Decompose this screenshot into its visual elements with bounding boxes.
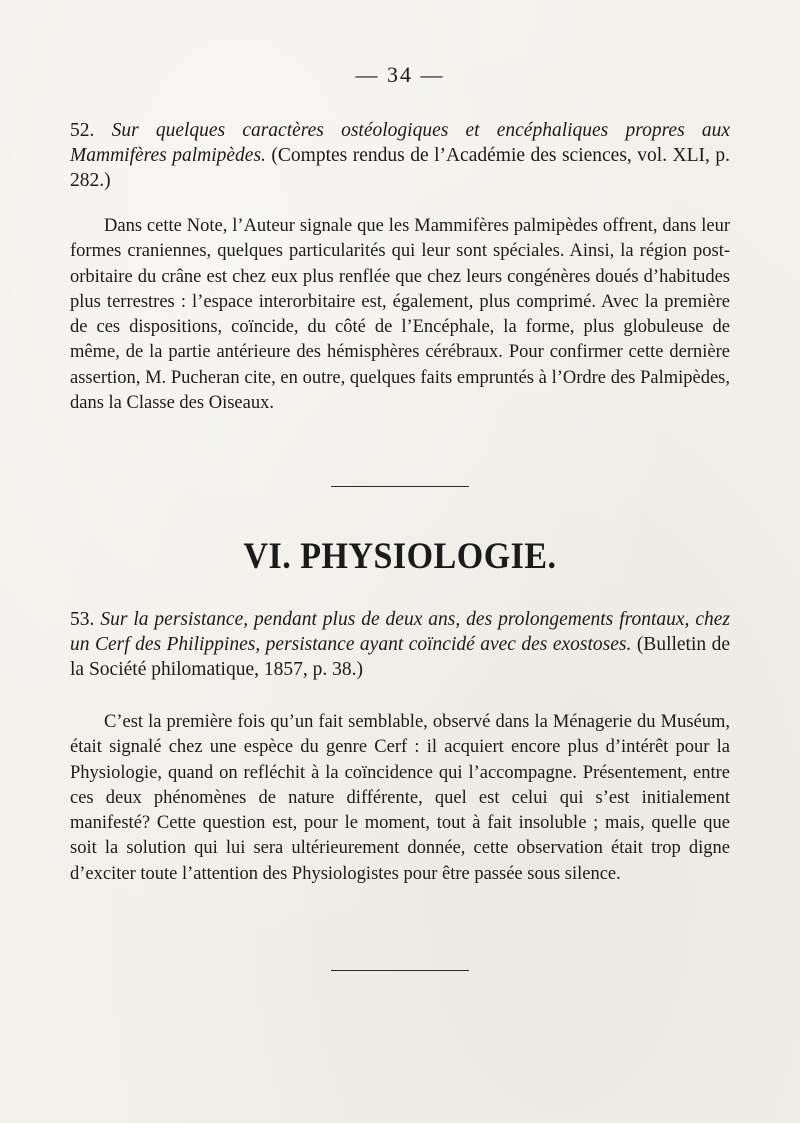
entry-53-heading xyxy=(70,607,730,682)
entry-52-heading xyxy=(70,118,730,193)
entry-52-number: 52. xyxy=(70,120,95,141)
entry-53-title: Sur la persistance, pendant plus de deux ans, des prolongements frontaux, chez un Cerf des Philippines, persistance ayant coïncidé avec des exostoses. xyxy=(70,609,731,655)
entry-53-paragraph: C’est la première fois qu’un fait semblable, observé dans la Ménagerie du Muséum, était signalé chez une espèce du genre Cerf : il acquiert encore plus d’intérêt pour la Physiologie, quand on refléchit à la coïncidence qui l’accompagne. Présentement, entre ces deux phénomènes de nature différente, quel est celui qui s’est initialement manifesté? Cette question est, pour le moment, tout à fait insoluble ; mais, quelle que soit la solution qui lui sera ultérieurement donnée, cette observation était trop digne d’exciter toute l’attention des Physiologistes pour être passée sous silence. xyxy=(70,712,730,884)
entry-53-number: 53. xyxy=(70,609,95,630)
entry-52-reference: (Comptes rendus de l’Académie des sciences, vol. XLI, p. 282.) xyxy=(70,145,731,191)
separator-rule-1 xyxy=(331,486,469,487)
separator-rule-2 xyxy=(331,970,469,971)
entry-52-title: Sur quelques caractères ostéologiques et encéphaliques propres aux Mammifères palmipèdes. xyxy=(70,120,731,166)
entry-53-reference: (Bulletin de la Société philomatique, 1857, p. 38.) xyxy=(70,634,730,680)
entry-52-paragraph: Dans cette Note, l’Auteur signale que les Mammifères palmipèdes offrent, dans leur formes craniennes, quelques particularités qui leur sont spéciales. Ainsi, la région post-orbitaire du crâne est chez eux plus renflée que chez leurs congénères doués d’habitudes plus terrestres : l’espace interorbitaire est, également, plus comprimé. Avec la première de ces dispositions, coïncide, du côté de l’Encéphale, la forme, plus globuleuse de même, de la partie antérieure des hémisphères cérébraux. Pour confirmer cette dernière assertion, M. Pucheran cite, en outre, quelques faits empruntés à l’Ordre des Palmipèdes, dans la Classe des Oiseaux. xyxy=(70,216,730,414)
section-title: VI. PHYSIOLOGIE. xyxy=(243,536,557,577)
page-number: — 34 — xyxy=(355,62,445,87)
